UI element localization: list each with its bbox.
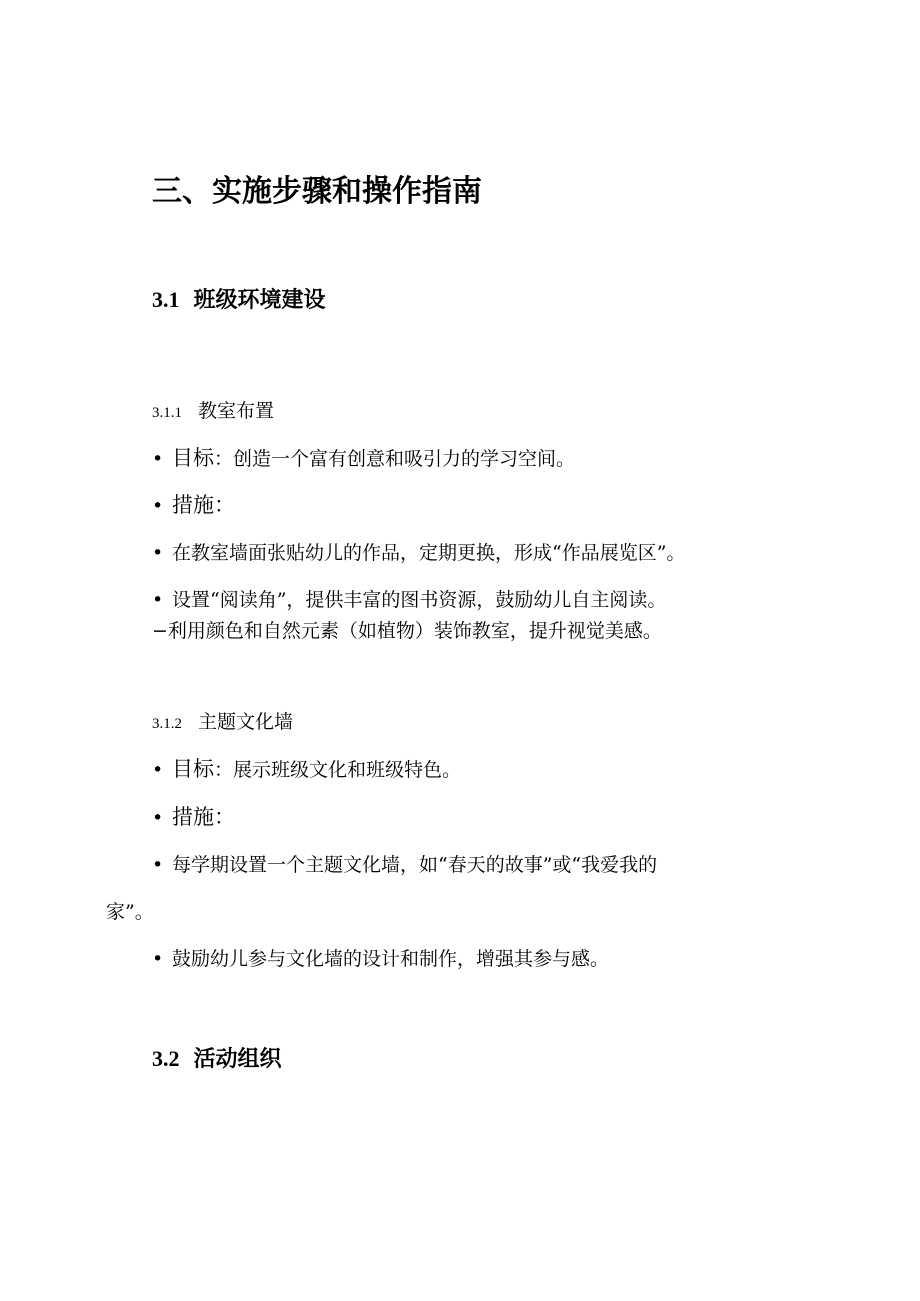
bullet-icon: • [152,542,164,564]
goal-text: ：展示班级文化和班级特色。 [214,759,462,781]
list-item-text: 在教室墙面张贴幼儿的作品，定期更换，形成“作品展览区”。 [172,542,686,564]
heading-3-1-1-title: 教室布置 [198,400,275,422]
bullet-icon: • [152,495,164,517]
heading-3-1-title: 班级环境建设 [193,288,326,313]
heading-3-1-2-number: 3.1.2 [152,716,182,732]
list-item [152,538,685,565]
heading-3-2-number: 3.2 [152,1046,180,1071]
bullet-icon: • [152,948,164,970]
heading-3-1 [152,283,326,314]
list-item-text: 每学期设置一个主题文化墙，如“春天的故事”或“我爱我的 [172,854,658,876]
list-item-text: 设置“阅读角”，提供丰富的图书资源，鼓励幼儿自主阅读。 [172,589,667,611]
heading-3-2 [152,1042,282,1073]
bullet-icon: • [152,589,164,611]
goal-label: 目标 [172,757,214,781]
list-item-text: 鼓励幼儿参与文化墙的设计和制作，增强其参与感。 [172,948,610,970]
bullet-icon: • [152,854,164,876]
bullet-icon: • [152,448,164,470]
measures-3-1-1 [152,489,235,519]
heading-3-1-number: 3.1 [152,287,180,312]
heading-3-1-1 [152,396,274,423]
goal-3-1-1 [152,442,575,472]
bullet-icon: • [152,807,164,829]
heading-3-1-2 [152,707,293,734]
list-item [152,944,609,971]
extra-line: −利用颜色和自然元素（如植物）装饰教室，提升视觉美感。 [152,620,662,642]
goal-3-1-2 [152,753,461,783]
heading-3-1-2-title: 主题文化墙 [198,711,294,733]
measures-3-1-2 [152,801,235,831]
goal-text: ：创造一个富有创意和吸引力的学习空间。 [214,448,576,470]
goal-label: 目标 [172,446,214,470]
section-title: 三、实施步骤和操作指南 [152,174,482,209]
measures-label: 措施 [172,805,214,829]
heading-3-1-1-number: 3.1.1 [152,405,182,421]
measures-label: 措施 [172,493,214,517]
bullet-icon: • [152,759,164,781]
heading-3-2-title: 活动组织 [193,1047,282,1072]
measures-colon: ： [214,493,235,517]
measures-colon: ： [214,805,235,829]
list-item-continuation: 家”。 [106,901,154,923]
list-item [152,585,666,612]
list-item [152,850,657,877]
